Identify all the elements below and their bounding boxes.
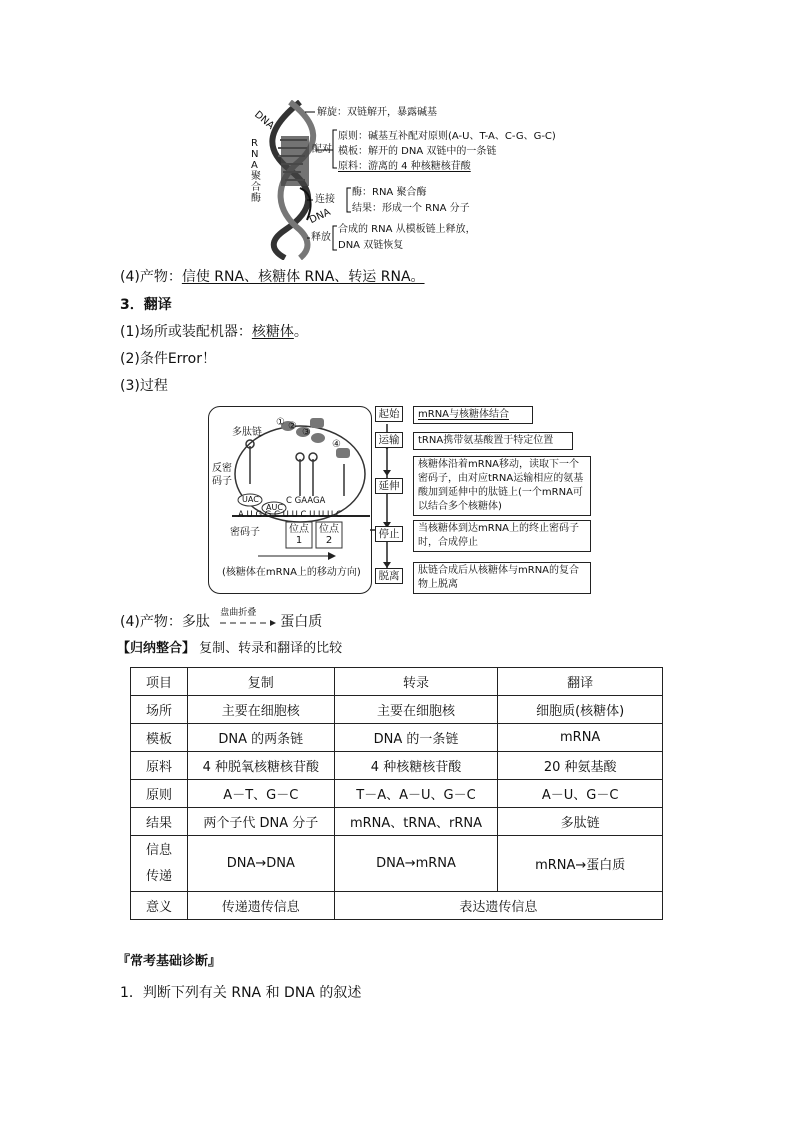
table-cell: 多肽链 — [498, 808, 663, 836]
table-header-cell: 转录 — [334, 668, 498, 696]
rna-polymerase-label: RNA聚合酶 — [251, 138, 261, 204]
anticodon-uac: UAC — [242, 495, 259, 504]
elongation-desc-text: 核糖体沿着mRNA移动，读取下一个密码子，由对应tRNA运输相应的氨基酸加到延伸中的肽链上(一个mRNA可以结合多个核糖体) — [418, 459, 584, 512]
polypeptide-label: 多肽链 — [232, 427, 262, 438]
release-desc-text: 肽链合成后从核糖体与mRNA的复合物上脱离 — [418, 565, 580, 590]
table-cell: DNA→DNA — [187, 836, 334, 892]
table-cell: DNA 的一条链 — [334, 724, 498, 752]
step-initiation-desc — [413, 406, 533, 424]
section3-heading: 3．翻译 — [120, 297, 172, 313]
num-4: ④ — [332, 439, 341, 450]
table-cell: 模板 — [131, 724, 188, 752]
step-release: 脱离 — [375, 568, 403, 584]
site-2: 位点2 — [319, 524, 339, 546]
table-cell: 20 种氨基酸 — [498, 752, 663, 780]
table-cell: mRNA、tRNA、rRNA — [334, 808, 498, 836]
linking-result: 结果：形成一个 RNA 分子 — [352, 203, 470, 214]
num-3: ③ — [302, 427, 311, 438]
diagnosis-heading: 『常考基础诊断』 — [117, 954, 222, 969]
diagnosis-item1: 1．判断下列有关 RNA 和 DNA 的叙述 — [120, 985, 362, 1001]
termination-desc-text: 当核糖体到达mRNA上的终止密码子时，合成停止 — [418, 523, 580, 548]
translation-diagram — [208, 404, 588, 600]
step-unwind: 解旋：双链解开，暴露碱基 — [317, 107, 437, 118]
table-row — [131, 836, 663, 892]
step-termination-desc — [413, 520, 591, 552]
translation-products-result: 蛋白质 — [280, 614, 323, 630]
transport-desc-text: tRNA携带氨基酸置于特定位置 — [418, 435, 554, 446]
num-1: ① — [276, 417, 285, 428]
table-cell: 表达遗传信息 — [334, 892, 662, 920]
summary-heading — [117, 639, 342, 659]
mrna-bases: A U G G C U U C U U U C — [238, 510, 342, 520]
linking-enzyme: 酶：RNA 聚合酶 — [352, 187, 427, 198]
table-header-row — [131, 668, 663, 696]
fold-arrow — [214, 608, 280, 632]
step-release-desc — [413, 562, 591, 594]
transcription-diagram — [245, 100, 565, 260]
section3-item1 — [120, 322, 308, 342]
anticodon-auc: AUC — [266, 503, 283, 512]
step-transport: 运输 — [375, 432, 403, 448]
table-cell: 主要在细胞核 — [187, 696, 334, 724]
table-row — [131, 808, 663, 836]
table-cell: 4 种脱氧核糖核苷酸 — [187, 752, 334, 780]
fold-arrow-label: 盘曲折叠 — [220, 608, 257, 618]
direction-label: (核糖体在mRNA上的移动方向) — [222, 567, 361, 578]
trna-bases: C GAAGA — [286, 496, 326, 506]
table-cell: 原则 — [131, 780, 188, 808]
section3-item3: (3)过程 — [120, 378, 168, 394]
release-line2: DNA 双链恢复 — [338, 240, 404, 251]
table-cell: 原料 — [131, 752, 188, 780]
summary-bracket-label: 【归纳整合】 — [117, 641, 196, 656]
label-pairing: 配对 — [312, 144, 332, 155]
codon-label: 密码子 — [230, 527, 260, 538]
table-cell: 场所 — [131, 696, 188, 724]
table-row — [131, 724, 663, 752]
step-elongation-desc — [413, 456, 591, 516]
step-termination: 停止 — [375, 526, 403, 542]
table-cell: 结果 — [131, 808, 188, 836]
item1-prefix: (1)场所或装配机器： — [120, 324, 252, 340]
table-row — [131, 892, 663, 920]
translation-products-prefix: (4)产物：多肽 — [120, 614, 210, 630]
pairing-principle: 原则：碱基互补配对原则(A-U、T-A、C-G、G-C) — [338, 131, 556, 142]
arrow-icon — [214, 612, 280, 632]
step-elongation: 延伸 — [375, 478, 403, 494]
table-row — [131, 752, 663, 780]
table-header-cell: 复制 — [187, 668, 334, 696]
initiation-desc-text: mRNA与核糖体结合 — [418, 409, 510, 420]
label-release: 释放 — [311, 232, 331, 243]
table-cell: DNA→mRNA — [334, 836, 498, 892]
products-prefix: (4)产物： — [120, 269, 182, 285]
table-cell: mRNA→蛋白质 — [498, 836, 663, 892]
table-cell: A－T、G－C — [187, 780, 334, 808]
dna-label-bottom: DNA — [307, 206, 333, 227]
table-cell: 两个子代 DNA 分子 — [187, 808, 334, 836]
table-cell: 信息传递 — [131, 836, 188, 892]
site-1: 位点1 — [289, 524, 309, 546]
label-linking: 连接 — [315, 194, 335, 205]
table-cell: mRNA — [498, 724, 663, 752]
pairing-material: 原料：游离的 4 种核糖核苷酸 — [338, 161, 471, 172]
products-text: 信使 RNA、核糖体 RNA、转运 RNA。 — [181, 269, 425, 285]
table-cell: 意义 — [131, 892, 188, 920]
table-cell: 主要在细胞核 — [334, 696, 498, 724]
anticodon-label: 反密码子 — [212, 463, 232, 487]
table-cell: 4 种核糖核苷酸 — [334, 752, 498, 780]
pairing-template: 模板：解开的 DNA 双链中的一条链 — [338, 146, 497, 157]
table-cell: 传递遗传信息 — [187, 892, 334, 920]
dna-helix-illustration — [245, 100, 565, 260]
num-2: ② — [288, 421, 297, 432]
table-header-cell: 项目 — [131, 668, 188, 696]
table-cell: A－U、G－C — [498, 780, 663, 808]
table-row — [131, 696, 663, 724]
translation-products — [120, 608, 323, 632]
transcription-products — [120, 267, 425, 287]
table-cell: 细胞质(核糖体) — [498, 696, 663, 724]
comparison-table — [130, 667, 663, 920]
table-header-cell: 翻译 — [498, 668, 663, 696]
step-transport-desc — [413, 432, 573, 450]
item1-value: 核糖体 — [251, 324, 294, 340]
step-initiation: 起始 — [375, 406, 403, 422]
item1-suffix: 。 — [293, 324, 308, 340]
summary-title: 复制、转录和翻译的比较 — [199, 641, 343, 656]
section3-item2: (2)条件Error！ — [120, 351, 216, 367]
table-row — [131, 780, 663, 808]
dna-label-top: DNA — [252, 109, 276, 132]
table-cell: T－A、A－U、G－C — [334, 780, 498, 808]
table-cell: DNA 的两条链 — [187, 724, 334, 752]
release-line1: 合成的 RNA 从模板链上释放， — [338, 224, 476, 235]
